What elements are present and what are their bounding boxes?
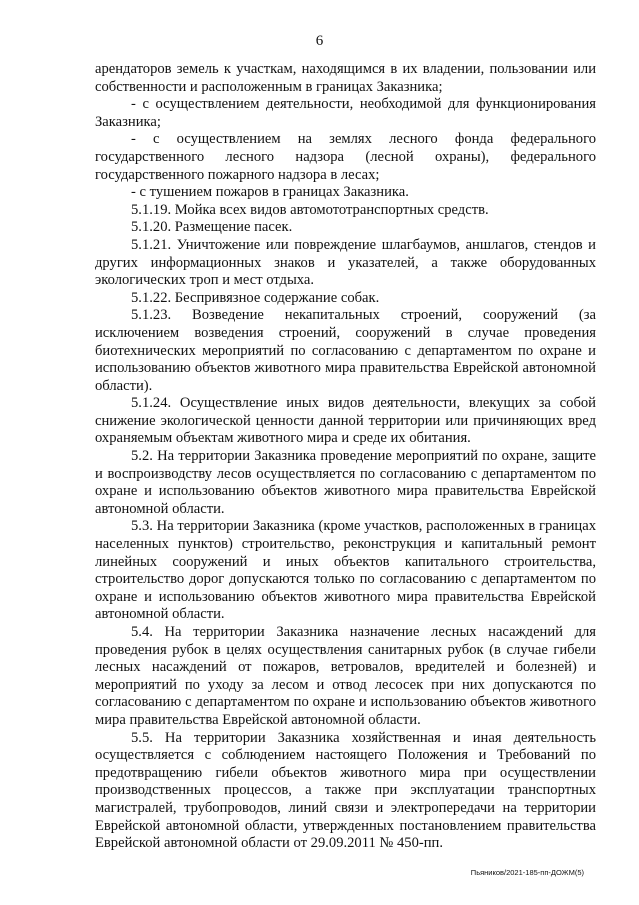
paragraph: 5.1.24. Осуществление иных видов деятельности, влекущих за собой снижение экологической ценности данной территории или причиняющих вред охраняемым объектам животного мира и среде их обитания. [95, 395, 596, 447]
paragraph: 5.1.22. Беспривязное содержание собак. [131, 289, 380, 306]
page-number: 6 [315, 33, 324, 49]
paragraph: 5.1.23. Возведение некапитальных строений, сооружений (за исключением возведения строений, сооружений в случае проведения биотехнических мероприятий по согласованию с департаментом по охране и использованию объектов животного мира правительства Еврейской автономной области). [95, 307, 596, 394]
paragraph: 5.3. На территории Заказника (кроме участков, расположенных в границах населенных пунктов) строительство, реконструкция и капитальный ремонт линейных сооружений и иных объектов капитального строительства, строительство дорог допускаются только по согласованию с департаментом по охране и использованию объектов животного мира правительства Еврейской автономной области. [95, 518, 596, 623]
paragraph: - с осуществлением на землях лесного фонда федерального государственного лесного надзора (лесной охраны), федерального государственного пожарного надзора в лесах; [95, 131, 596, 183]
paragraph: 5.1.20. Размещение пасек. [131, 219, 293, 236]
paragraph: 5.4. На территории Заказника назначение лесных насаждений для проведения рубок в целях осуществления санитарных рубок (в случае гибели лесных насаждений от пожаров, ветровалов, вредителей и болезней) и мероприятий по уходу за лесом и отвод лесосек при них допускаются по согласованию с департаментом по охране и использованию объектов животного мира правительства Еврейской автономной области. [95, 624, 596, 728]
paragraph: арендаторов земель к участкам, находящимся в их владении, пользовании или собственности и расположенным в границах Заказника; [95, 61, 596, 95]
document-body [95, 61, 596, 853]
paragraph: 5.1.19. Мойка всех видов автомототранспортных средств. [131, 201, 489, 218]
paragraph: 5.5. На территории Заказника хозяйственная и иная деятельность осуществляется с соблюдением настоящего Положения и Требований по предотвращению гибели объектов животного мира при осуществлении производственных процессов, а также при эксплуатации транспортных магистралей, трубопроводов, линий связи и электропередачи на территории Еврейской автономной области, утвержденных постановлением правительства Еврейской автономной области от 29.09.2011 № 450-пп. [95, 729, 596, 852]
paragraph: 5.2. На территории Заказника проведение мероприятий по охране, защите и воспроизводству лесов осуществляется по согласованию с департаментом по охране и использованию объектов животного мира правительства Еврейской автономной области. [95, 448, 596, 517]
document-code: Пьяников/2021-185-пп-ДОЖМ(5) [470, 868, 584, 877]
paragraph: 5.1.21. Уничтожение или повреждение шлагбаумов, аншлагов, стендов и других информационных знаков и указателей, а также оборудованных экологических троп и мест отдыха. [95, 236, 596, 289]
paragraph: - с осуществлением деятельности, необходимой для функционирования Заказника; [95, 96, 596, 130]
paragraph: - с тушением пожаров в границах Заказника. [131, 184, 409, 201]
